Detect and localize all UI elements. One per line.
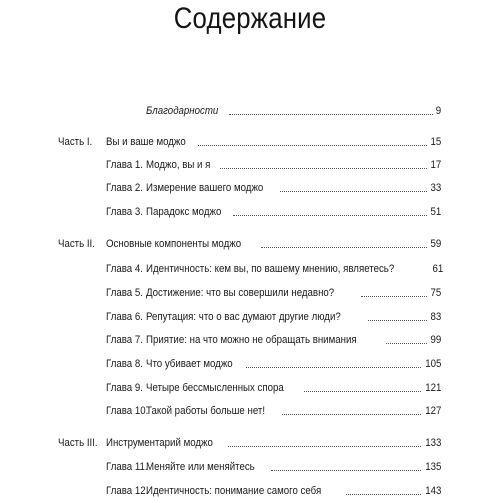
chapter-label: Глава 3. xyxy=(106,206,143,218)
part-label: Часть II. xyxy=(58,238,95,250)
dot-leader xyxy=(261,244,427,248)
toc-entry-title: Вы и ваше моджо xyxy=(106,136,186,148)
toc-chapter-5[interactable] xyxy=(0,286,500,300)
part-label: Часть III. xyxy=(58,437,98,449)
toc-chapter-1[interactable] xyxy=(0,158,500,172)
toc-chapter-2[interactable] xyxy=(0,181,500,195)
chapter-label: Глава 7. xyxy=(106,334,143,346)
toc-page-number: 51 xyxy=(430,206,441,218)
dot-leader xyxy=(233,212,427,216)
chapter-label: Глава 2. xyxy=(106,182,143,194)
toc-entry-title: Идентичность: понимание самого себя xyxy=(146,485,322,497)
toc-page-number: 33 xyxy=(430,182,441,194)
toc-entry-title: Репутация: что о вас думают другие люди? xyxy=(146,311,341,323)
toc-entry-title: Моджо, вы и я xyxy=(146,159,211,171)
toc-page-number: 135 xyxy=(424,461,441,473)
toc-page-number: 127 xyxy=(424,405,441,417)
toc-chapter-7[interactable] xyxy=(0,333,500,347)
chapter-label: Глава 4. xyxy=(106,263,143,275)
toc-page-number: 61 xyxy=(432,263,444,275)
chapter-label: Глава 6. xyxy=(106,311,143,323)
toc-page-number: 59 xyxy=(430,238,441,250)
dot-leader xyxy=(304,388,421,392)
toc-page-number: 15 xyxy=(430,136,441,148)
chapter-label: Глава 10. xyxy=(106,405,149,417)
toc-chapter-10[interactable] xyxy=(0,404,500,418)
toc-chapter-6[interactable] xyxy=(0,310,500,324)
chapter-label: Глава 1. xyxy=(106,159,143,171)
toc-entry-title: Инструментарий моджо xyxy=(106,437,213,449)
toc-entry-title: Такой работы больше нет! xyxy=(146,405,266,417)
toc-page-number: 121 xyxy=(424,382,441,394)
dot-leader xyxy=(280,188,426,192)
dot-leader xyxy=(220,165,427,169)
dot-leader xyxy=(368,317,426,321)
toc-entry-title: Идентичность: кем вы, по вашему мнению, являетесь? xyxy=(146,263,395,275)
toc-page-number: 83 xyxy=(430,311,441,323)
toc-entry-title: Достижение: что вы совершили недавно? xyxy=(146,287,335,299)
dot-leader xyxy=(246,364,421,368)
toc-page-number: 143 xyxy=(424,485,441,497)
chapter-label: Глава 8. xyxy=(106,358,143,370)
toc-entry-acknowledgements[interactable] xyxy=(0,104,500,118)
part-label: Часть I. xyxy=(58,136,93,148)
toc-chapter-3[interactable] xyxy=(0,205,500,219)
toc-part-3[interactable] xyxy=(0,436,500,450)
chapter-label: Глава 11. xyxy=(106,461,148,473)
page-title: Содержание xyxy=(173,2,327,35)
chapter-label: Глава 5. xyxy=(106,287,143,299)
toc-entry-title: Благодарности xyxy=(146,105,219,117)
toc-entry-title: Приятие: на что можно не обращать внимания xyxy=(146,334,357,346)
toc-chapter-11[interactable] xyxy=(0,460,500,474)
toc-page-number: 99 xyxy=(430,334,441,346)
chapter-label: Глава 12. xyxy=(106,485,149,497)
toc-entry-title: Что убивает моджо xyxy=(146,358,233,370)
toc-entry-title: Основные компоненты моджо xyxy=(106,238,242,250)
toc-chapter-12[interactable] xyxy=(0,484,500,498)
toc-page-number: 133 xyxy=(424,437,441,449)
toc-page-number: 17 xyxy=(430,159,441,171)
dot-leader xyxy=(386,340,426,344)
toc-entry-title: Парадокс моджо xyxy=(146,206,222,218)
dot-leader xyxy=(282,411,420,415)
toc-part-2[interactable] xyxy=(0,237,500,251)
toc-entry-title: Меняйте или меняйтесь xyxy=(146,461,255,473)
toc-chapter-9[interactable] xyxy=(0,381,500,395)
dot-leader xyxy=(198,142,427,146)
toc-entry-title: Четыре бессмысленных спора xyxy=(146,382,284,394)
toc-page-number: 75 xyxy=(430,287,441,299)
toc-page-number: 9 xyxy=(435,105,441,117)
dot-leader xyxy=(361,293,427,297)
toc-part-1[interactable] xyxy=(0,135,500,149)
toc-page-number: 105 xyxy=(424,358,441,370)
chapter-label: Глава 9. xyxy=(106,382,143,394)
toc-chapter-4[interactable] xyxy=(0,262,500,276)
toc-chapter-8[interactable] xyxy=(0,357,500,371)
toc-entry-title: Измерение вашего моджо xyxy=(146,182,264,194)
dot-leader xyxy=(229,111,433,115)
dot-leader xyxy=(271,467,421,471)
dot-leader xyxy=(346,491,421,495)
dot-leader xyxy=(228,443,420,447)
